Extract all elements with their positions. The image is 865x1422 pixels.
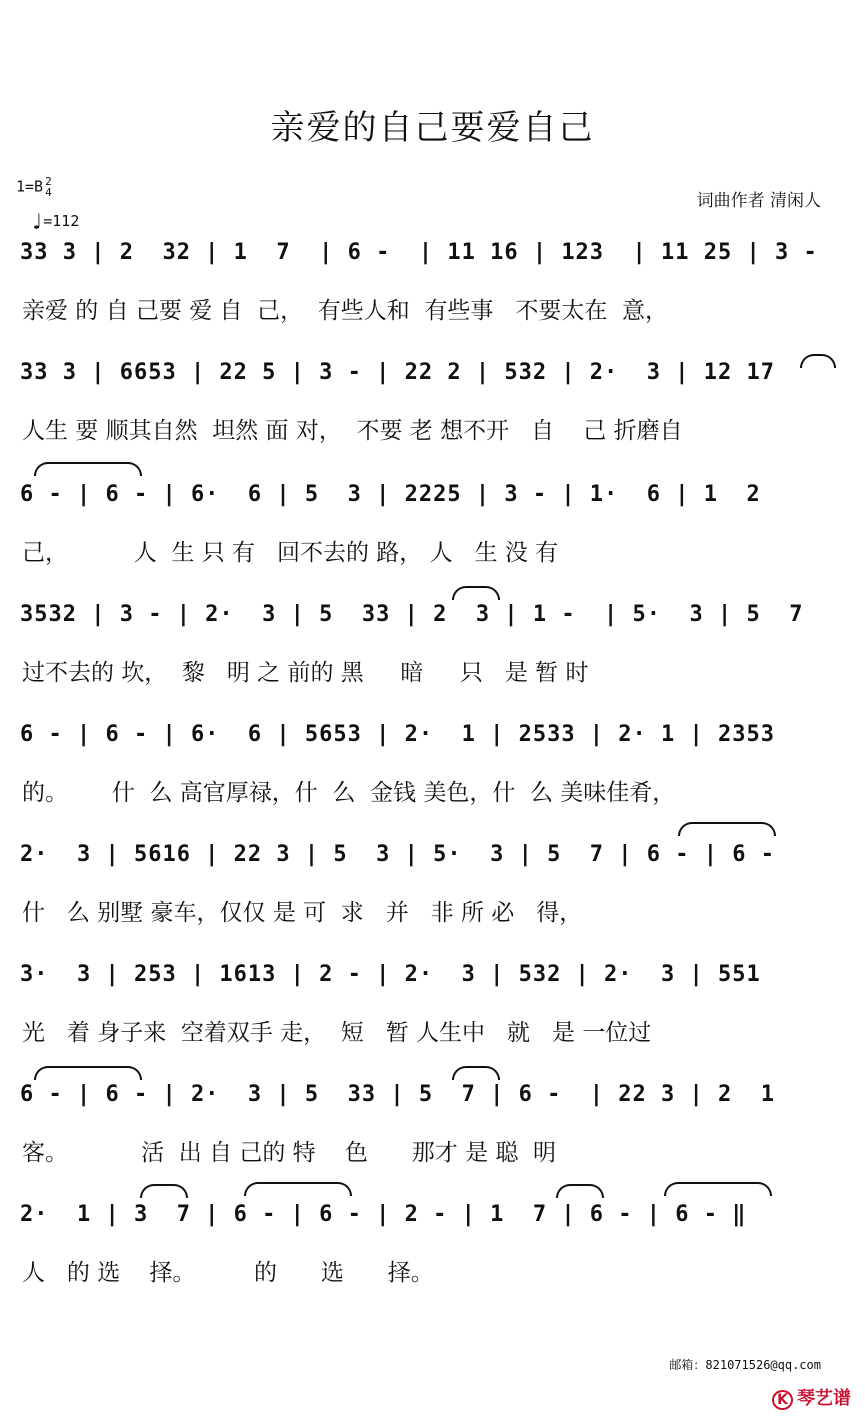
notes-line: 3· 3 | 253 | 1613 | 2 - | 2· 3 | 532 | 2· 3 | 551 xyxy=(20,962,761,987)
tie-mark xyxy=(678,822,776,836)
time-signature-bottom: 4 xyxy=(45,186,52,199)
lyrics-line: 的。 什 么 高官厚禄，什 么 金钱 美色，什 么 美味佳肴， xyxy=(22,780,676,806)
song-title: 亲爱的自己要爱自己 xyxy=(270,108,595,148)
tie-mark xyxy=(452,1066,500,1080)
tempo-marking xyxy=(30,210,79,235)
tempo-value: =112 xyxy=(43,212,80,230)
lyrics-line: 光 着 身子来 空着双手 走， 短 暂 人生中 就 是 一位过 xyxy=(22,1020,652,1046)
notes-line: 2· 1 | 3 7 | 6 - | 6 - | 2 - | 1 7 | 6 - | 6 - ‖ xyxy=(20,1202,747,1227)
tie-mark xyxy=(664,1182,772,1196)
notes-line: 2· 3 | 5616 | 22 3 | 5 3 | 5· 3 | 5 7 | 6 - | 6 - xyxy=(20,842,775,867)
lyrics-line: 客。 活 出 自 己的 特 色 那才 是 聪 明 xyxy=(22,1140,557,1166)
notes-line: 33 3 | 6653 | 22 5 | 3 - | 22 2 | 532 | 2· 3 | 12 17 xyxy=(20,360,775,385)
notes-line: 6 - | 6 - | 6· 6 | 5653 | 2· 1 | 2533 | 2· 1 | 2353 xyxy=(20,722,775,747)
lyrics-line: 亲爱 的 自 己要 爱 自 己， 有些人和 有些事 不要太在 意， xyxy=(22,298,668,324)
lyrics-line: 过不去的 坎， 黎 明 之 前的 黑 暗 只 是 暂 时 xyxy=(22,660,589,686)
contact-email: 邮箱：821071526@qq.com xyxy=(669,1358,821,1372)
notes-line: 3532 | 3 - | 2· 3 | 5 33 | 2 3 | 1 - | 5· 3 | 5 7 xyxy=(20,602,804,627)
notes-line: 33 3 | 2 32 | 1 7 | 6 - | 11 16 | 123 | 11 25 | 3 - xyxy=(20,240,818,265)
tie-mark xyxy=(34,1066,142,1080)
tie-mark xyxy=(452,586,500,600)
lyrics-line: 什 么 别墅 豪车，仅仅 是 可 求 并 非 所 必 得， xyxy=(22,900,583,926)
notes-line: 6 - | 6 - | 2· 3 | 5 33 | 5 7 | 6 - | 22 3 | 2 1 xyxy=(20,1082,775,1107)
time-signature-top: 2 xyxy=(45,175,52,188)
key-signature xyxy=(16,176,52,198)
lyrics-line: 人生 要 顺其自然 坦然 面 对， 不要 老 想不开 自 己 折磨自 xyxy=(22,418,683,444)
tie-mark xyxy=(34,462,142,476)
logo-mark-icon: K xyxy=(772,1390,793,1410)
composer-credit: 词曲作者 清闲人 xyxy=(696,191,821,211)
key-label: 1=B xyxy=(16,177,44,196)
tie-mark xyxy=(556,1184,604,1198)
quarter-note-icon: ♩ xyxy=(30,210,44,235)
lyrics-line: 人 的 选 择。 的 选 择。 xyxy=(22,1260,434,1286)
site-logo xyxy=(772,1384,851,1410)
tie-mark xyxy=(244,1182,352,1196)
time-signature xyxy=(45,176,52,198)
notes-line: 6 - | 6 - | 6· 6 | 5 3 | 2225 | 3 - | 1· 6 | 1 2 xyxy=(20,482,761,507)
logo-text: 琴艺谱 xyxy=(797,1388,851,1409)
lyrics-line: 己， 人 生 只 有 回不去的 路， 人 生 没 有 xyxy=(22,540,559,566)
tie-mark xyxy=(140,1184,188,1198)
